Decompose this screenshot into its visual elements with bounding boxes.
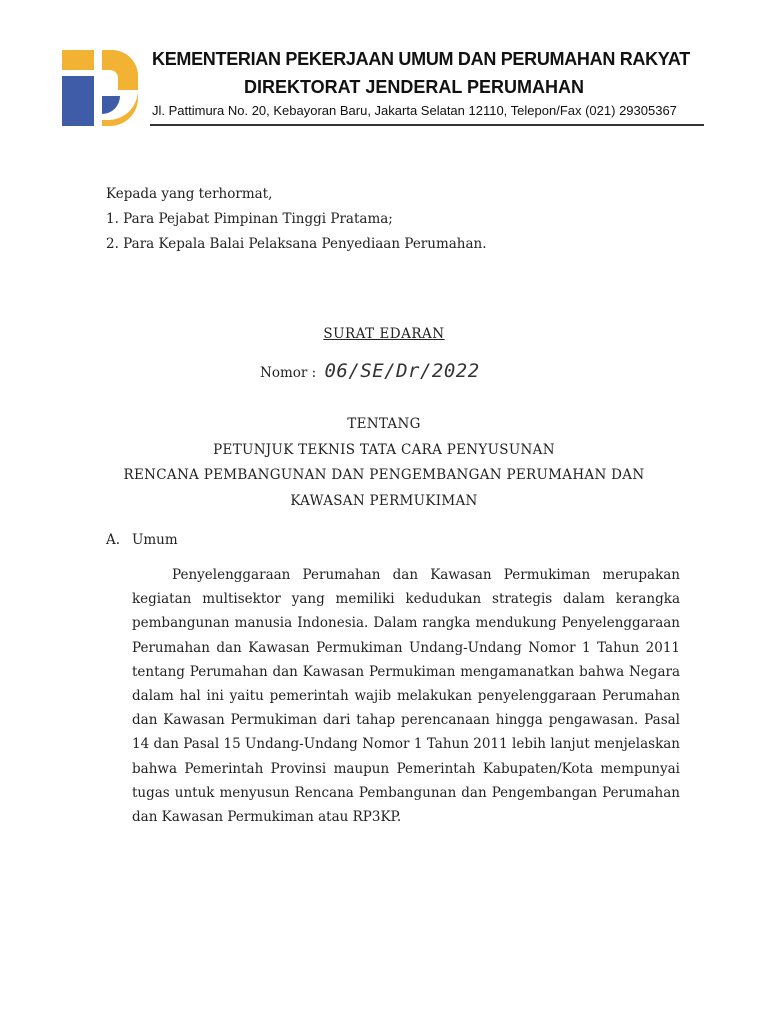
subject-line: RENCANA PEMBANGUNAN DAN PENGEMBANGAN PERUMAHAN DAN [123, 467, 645, 483]
document-number [260, 360, 480, 382]
ministry-logo-icon [62, 50, 138, 126]
office-address: Jl. Pattimura No. 20, Kebayoran Baru, Jakarta Selatan 12110, Telepon/Fax (021) 29305367 [152, 103, 677, 118]
section-title: Umum [132, 532, 178, 548]
body-paragraph: Penyelenggaraan Perumahan dan Kawasan Permukiman merupakan kegiatan multisektor yang memiliki kedudukan strategis dalam kerangka pembangunan manusia Indonesia. Dalam rangka mendukung Penyelenggaraan Perumahan dan Kawasan Permukiman Undang-Undang Nomor 1 Tahun 2011 tentang Perumahan dan Kawasan Permukiman mengamanatkan bahwa Negara dalam hal ini yaitu pemerintah wajib melakukan penyelenggaraan Perumahan dan Kawasan Permukiman dari tahap perencanaan hingga pengawasan. Pasal 14 dan Pasal 15 Undang-Undang Nomor 1 Tahun 2011 lebih lanjut menjelaskan bahwa Pemerintah Provinsi maupun Pemerintah Kabupaten/Kota mempunyai tugas untuk menyusun Rencana Pembangunan dan Pengembangan Perumahan dan Kawasan Permukiman atau RP3KP. [132, 567, 680, 826]
recipient-item: 2. Para Kepala Balai Pelaksana Penyediaan Perumahan. [106, 236, 487, 252]
addressee-block [106, 182, 487, 257]
section-heading [106, 532, 178, 548]
letterhead-text [152, 44, 712, 122]
about-label: TENTANG [347, 416, 421, 432]
letterhead-divider [150, 124, 704, 126]
subject-line: KAWASAN PERMUKIMAN [290, 492, 478, 509]
recipient-item: 1. Para Pejabat Pimpinan Tinggi Pratama; [106, 211, 393, 227]
salutation: Kepada yang terhormat, [106, 186, 273, 202]
subject-line: PETUNJUK TEKNIS TATA CARA PENYUSUNAN [213, 441, 555, 458]
ministry-name: KEMENTERIAN PEKERJAAN UMUM DAN PERUMAHAN RAKYAT [152, 49, 690, 69]
subject-block [0, 412, 768, 514]
number-value: 06/SE/Dr/2022 [324, 360, 480, 382]
section-letter: A. [106, 532, 121, 548]
letterhead [60, 44, 710, 128]
number-label: Nomor : [260, 365, 317, 381]
directorate-name: DIREKTORAT JENDERAL PERUMAHAN [244, 77, 585, 97]
document-title: SURAT EDARAN [323, 326, 445, 342]
